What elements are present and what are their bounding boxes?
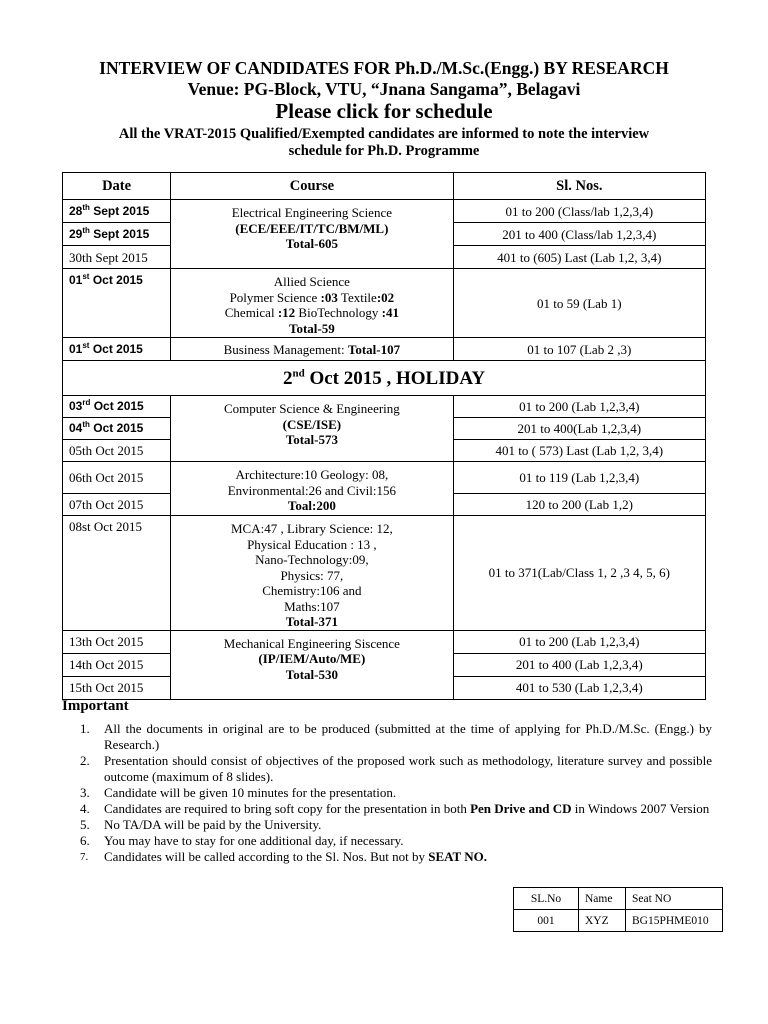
seat-header-slno: SL.No — [514, 888, 579, 910]
header-sl-nos: Sl. Nos. — [453, 173, 705, 200]
table-row — [63, 516, 706, 631]
sl-cell: 01 to 119 (Lab 1,2,3,4) — [453, 462, 705, 494]
header-course: Course — [171, 173, 453, 200]
date-cell: 30th Sept 2015 — [63, 246, 171, 269]
list-item: 6. You may have to stay for one additional day, if necessary. — [80, 833, 404, 848]
course-cell: Allied Science Polymer Science :03 Textile:02 Chemical :12 BioTechnology :41 Total-59 — [171, 269, 453, 338]
seat-cell-seatno: BG15PHME010 — [626, 910, 723, 932]
date-cell: 29th Sept 2015 — [63, 223, 171, 246]
sl-cell: 401 to 530 (Lab 1,2,3,4) — [453, 676, 705, 699]
sl-cell: 401 to ( 573) Last (Lab 1,2, 3,4) — [453, 440, 705, 462]
date-cell: 03rd Oct 2015 — [63, 396, 171, 418]
seat-header-seatno: Seat NO — [626, 888, 723, 910]
date-cell: 13th Oct 2015 — [63, 630, 171, 653]
list-item: 1. All the documents in original are to be produced (submitted at the time of applying for Ph.D./M.Sc. (Engg.) by Research.) — [80, 721, 712, 752]
seat-example-table — [513, 887, 723, 932]
venue-line: Venue: PG-Block, VTU, “Jnana Sangama”, Belagavi — [187, 79, 581, 99]
table-row — [63, 396, 706, 418]
list-item: 2. Presentation should consist of objectives of the proposed work such as methodology, literature survey and possible outcome (maximum of 8 slides). — [80, 753, 712, 784]
schedule-link[interactable]: Please click for schedule — [275, 99, 493, 123]
header-date: Date — [63, 173, 171, 200]
table-row — [63, 200, 706, 223]
sl-cell: 120 to 200 (Lab 1,2) — [453, 494, 705, 516]
table-header-row — [63, 173, 706, 200]
course-cell: MCA:47 , Library Science: 12, Physical Education : 13 , Nano-Technology:09, Physics: 77, Chemistry:106 and Maths:107 Total-371 — [171, 516, 453, 631]
table-row — [63, 269, 706, 338]
date-cell: 01st Oct 2015 — [63, 269, 171, 338]
seat-cell-name: XYZ — [579, 910, 626, 932]
course-cell: Electrical Engineering Science (ECE/EEE/IT/TC/BM/ML) Total-605 — [171, 200, 453, 269]
list-item: 4. Candidates are required to bring soft copy for the presentation in both Pen Drive and CD in Windows 2007 Version — [80, 801, 710, 816]
date-cell: 08st Oct 2015 — [63, 516, 171, 631]
sl-cell: 01 to 200 (Lab 1,2,3,4) — [453, 630, 705, 653]
table-row — [63, 630, 706, 653]
sl-cell: 201 to 400 (Lab 1,2,3,4) — [453, 653, 705, 676]
table-row — [514, 910, 723, 932]
table-row — [63, 338, 706, 361]
course-cell: Architecture:10 Geology: 08, Environmental:26 and Civil:156 Toal:200 — [171, 462, 453, 516]
date-cell: 06th Oct 2015 — [63, 462, 171, 494]
list-item: 5. No TA/DA will be paid by the University. — [80, 817, 322, 832]
schedule-table — [62, 172, 706, 700]
date-cell: 01st Oct 2015 — [63, 338, 171, 361]
sl-cell: 01 to 107 (Lab 2 ,3) — [453, 338, 705, 361]
notice-line-1: All the VRAT-2015 Qualified/Exempted candidates are informed to note the interview — [118, 126, 650, 142]
date-cell: 28th Sept 2015 — [63, 200, 171, 223]
table-row — [514, 888, 723, 910]
date-cell: 05th Oct 2015 — [63, 440, 171, 462]
notice-line-2: schedule for Ph.D. Programme — [288, 143, 480, 159]
date-cell: 04th Oct 2015 — [63, 418, 171, 440]
list-item: 3. Candidate will be given 10 minutes for the presentation. — [80, 785, 397, 800]
sl-cell: 401 to (605) Last (Lab 1,2, 3,4) — [453, 246, 705, 269]
sl-cell: 01 to 59 (Lab 1) — [453, 269, 705, 338]
important-heading: Important — [62, 698, 129, 714]
sl-cell: 201 to 400(Lab 1,2,3,4) — [453, 418, 705, 440]
course-cell: Mechanical Engineering Siscence (IP/IEM/Auto/ME) Total-530 — [171, 630, 453, 699]
table-row — [63, 462, 706, 494]
holiday-cell: 2nd Oct 2015 , HOLIDAY — [63, 361, 706, 396]
page-title: INTERVIEW OF CANDIDATES FOR Ph.D./M.Sc.(Engg.) BY RESEARCH — [99, 58, 669, 78]
sl-cell: 01 to 200 (Class/lab 1,2,3,4) — [453, 200, 705, 223]
holiday-row — [63, 361, 706, 396]
sl-cell: 201 to 400 (Class/lab 1,2,3,4) — [453, 223, 705, 246]
course-cell: Business Management: Total-107 — [171, 338, 453, 361]
date-cell: 14th Oct 2015 — [63, 653, 171, 676]
list-item: 7. Candidates will be called according to the Sl. Nos. But not by SEAT NO. — [80, 849, 487, 864]
seat-cell-slno: 001 — [514, 910, 579, 932]
date-cell: 15th Oct 2015 — [63, 676, 171, 699]
important-list — [72, 721, 712, 865]
seat-header-name: Name — [579, 888, 626, 910]
course-cell: Computer Science & Engineering (CSE/ISE) Total-573 — [171, 396, 453, 462]
date-cell: 07th Oct 2015 — [63, 494, 171, 516]
sl-cell: 01 to 200 (Lab 1,2,3,4) — [453, 396, 705, 418]
sl-cell: 01 to 371(Lab/Class 1, 2 ,3 4, 5, 6) — [453, 516, 705, 631]
